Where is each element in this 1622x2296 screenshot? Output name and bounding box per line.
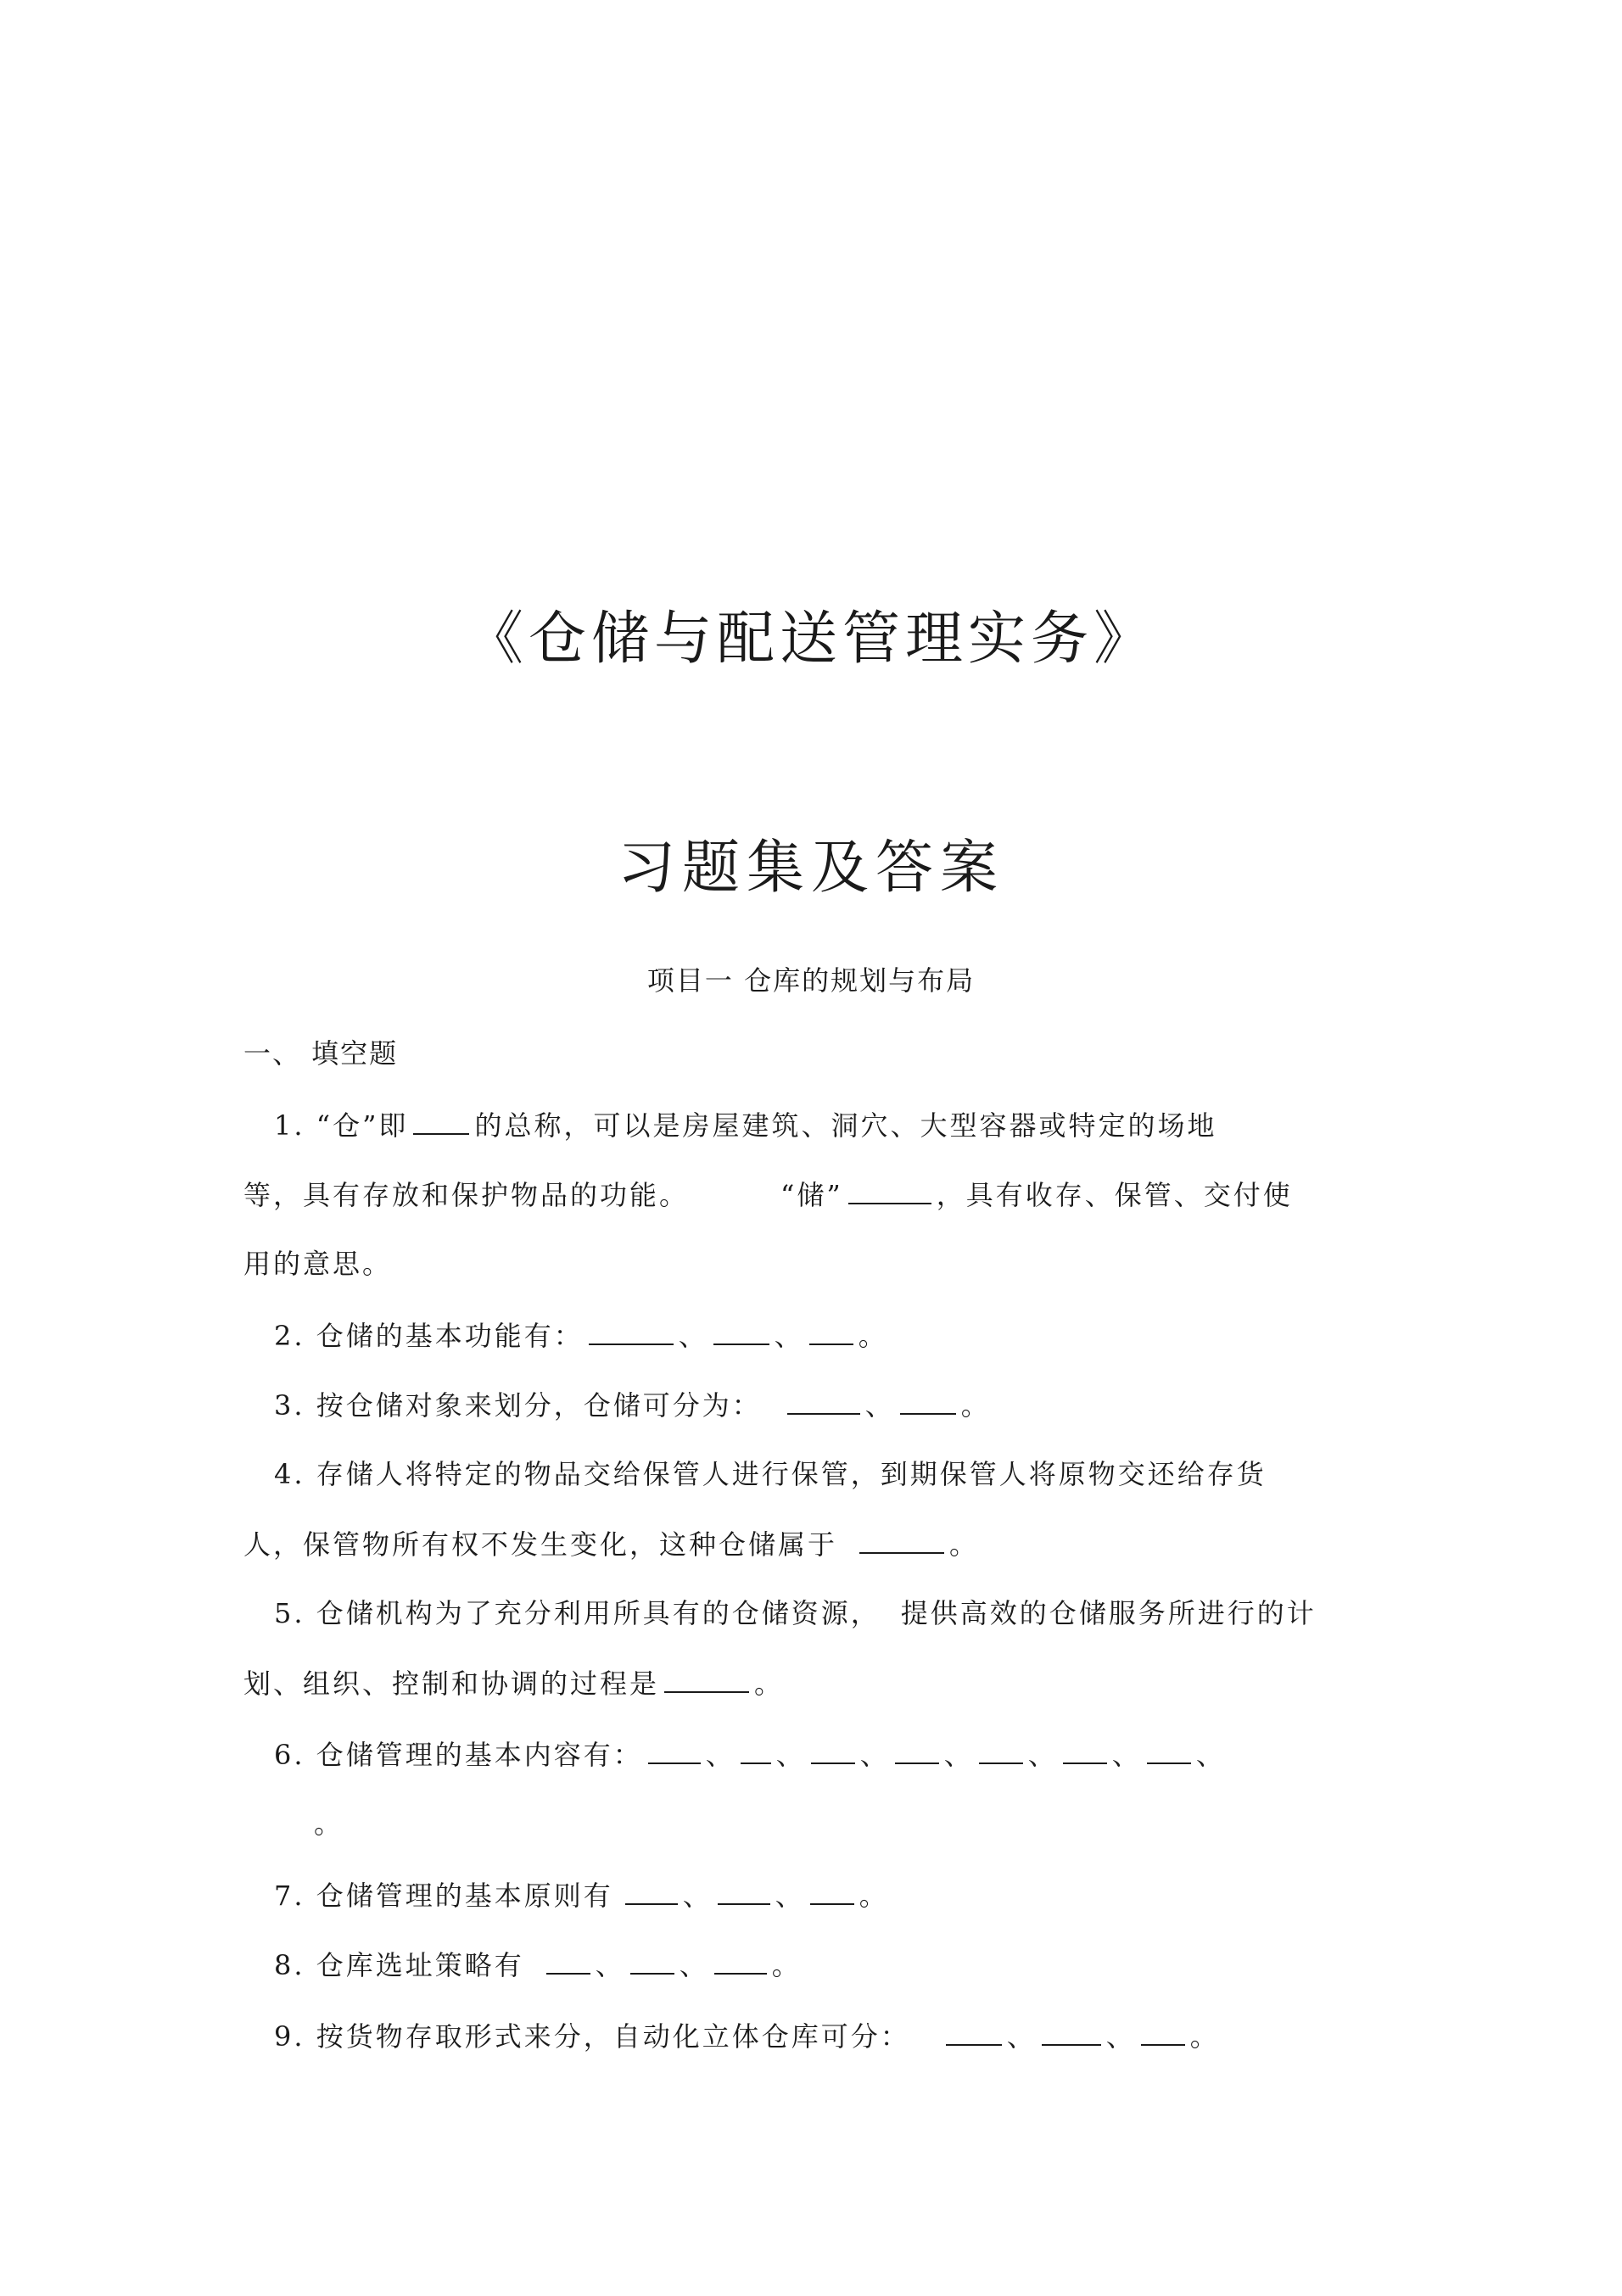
question-1-line-3: 用的意思。 bbox=[243, 1248, 393, 1280]
document-title: 《仓储与配送管理实务》 bbox=[465, 606, 1156, 673]
answer-blank bbox=[848, 1181, 931, 1204]
question-1-line-2 bbox=[243, 1181, 1293, 1209]
question-6-end: 。 bbox=[314, 1807, 344, 1840]
answer-blank bbox=[741, 1740, 771, 1764]
answer-blank bbox=[900, 1391, 956, 1415]
answer-blank bbox=[1147, 1740, 1191, 1764]
answer-blank bbox=[714, 1951, 767, 1975]
question-1-text: 等，具有存放和保护物品的功能。 bbox=[243, 1179, 690, 1211]
answer-blank bbox=[413, 1111, 469, 1135]
answer-blank bbox=[625, 1881, 678, 1905]
answer-blank bbox=[979, 1740, 1023, 1764]
answer-blank bbox=[811, 1740, 855, 1764]
question-2: 2. 仓储的基本功能有： 、 、 。 bbox=[274, 1320, 888, 1352]
answer-blank bbox=[713, 1321, 769, 1345]
answer-blank bbox=[546, 1951, 590, 1975]
project-heading: 项目一 仓库的规划与布局 bbox=[646, 964, 976, 997]
answer-blank bbox=[810, 1881, 854, 1905]
question-5-line-1: 5. 仓储机构为了充分利用所具有的仓储资源， 提供高效的仓储服务所进行的计 bbox=[274, 1597, 1317, 1629]
answer-blank bbox=[809, 1321, 853, 1345]
answer-blank bbox=[946, 2022, 1002, 2046]
question-3: 3. 按仓储对象来划分，仓储可分为： 、 。 bbox=[274, 1389, 991, 1422]
answer-blank bbox=[787, 1391, 860, 1415]
answer-blank bbox=[589, 1321, 674, 1345]
answer-blank bbox=[1141, 2022, 1185, 2046]
answer-blank bbox=[664, 1669, 749, 1693]
question-5-line-2: 划、组织、控制和协调的过程是 。 bbox=[243, 1668, 785, 1700]
question-4-line-2: 人，保管物所有权不发生变化，这种仓储属于 。 bbox=[243, 1528, 980, 1561]
question-1-text: “储” bbox=[780, 1179, 843, 1211]
question-1-text: 1. “仓”即 bbox=[274, 1109, 409, 1142]
section-heading: 一、 填空题 bbox=[243, 1037, 399, 1070]
question-9: 9. 按货物存取形式来分，自动化立体仓库可分： 、 、 。 bbox=[274, 2020, 1220, 2053]
question-7: 7. 仓储管理的基本原则有 、 、 。 bbox=[274, 1880, 889, 1912]
answer-blank bbox=[859, 1530, 944, 1554]
question-8: 8. 仓库选址策略有 、 、 。 bbox=[274, 1949, 802, 1981]
answer-blank bbox=[718, 1881, 770, 1905]
answer-blank bbox=[1063, 1740, 1107, 1764]
question-4-line-1: 4. 存储人将特定的物品交给保管人进行保管，到期保管人将原物交还给存货 bbox=[274, 1458, 1267, 1490]
question-1-line-1 bbox=[274, 1109, 1217, 1142]
document-subtitle: 习题集及答案 bbox=[617, 835, 1004, 902]
answer-blank bbox=[648, 1740, 701, 1764]
answer-blank bbox=[1042, 2022, 1101, 2046]
question-6: 6. 仓储管理的基本内容有： 、 、 、 、 、 、 、 bbox=[274, 1739, 1226, 1771]
answer-blank bbox=[895, 1740, 939, 1764]
answer-blank bbox=[630, 1951, 674, 1975]
question-1-text: 的总称，可以是房屋建筑、洞穴、大型容器或特定的场地 bbox=[474, 1109, 1217, 1142]
question-1-text: ，具有收存、保管、交付使 bbox=[936, 1179, 1293, 1211]
